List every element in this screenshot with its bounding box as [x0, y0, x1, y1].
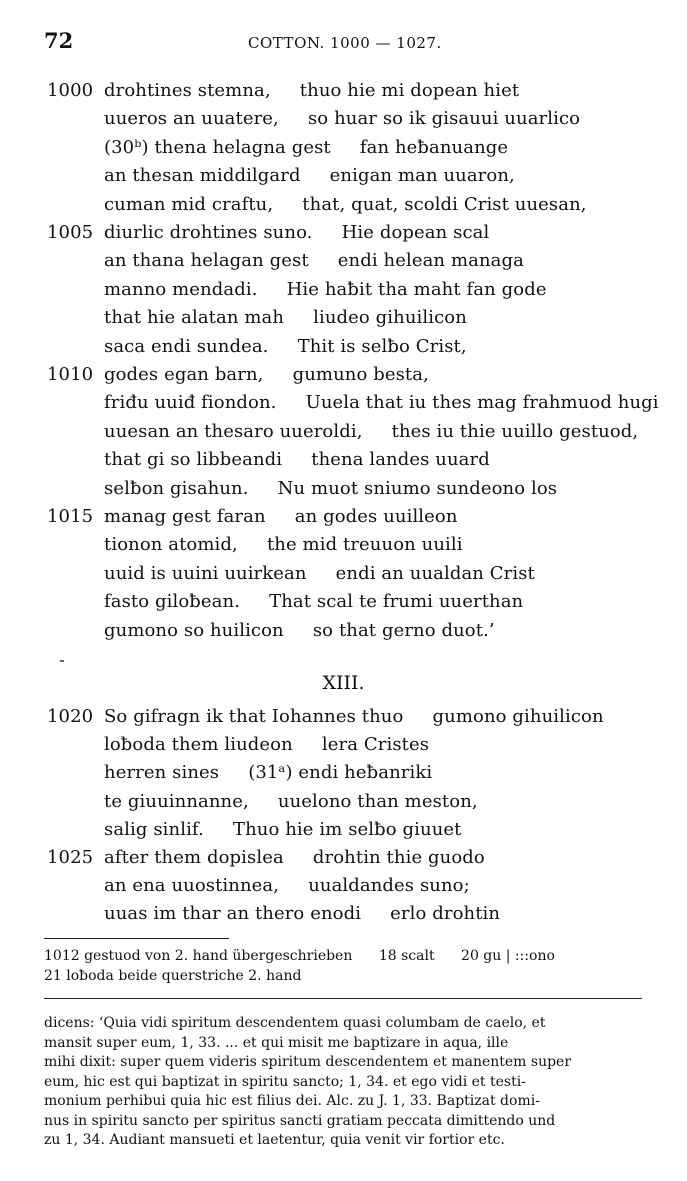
- commentary: [44, 1014, 642, 1151]
- line-number: 1020: [47, 706, 94, 727]
- verse-text: tionon atomid, the mid treuuon uuili: [104, 534, 463, 556]
- line-number: 1005: [47, 222, 94, 243]
- verse-text: saca endi sundea. Thit is selƀo Crist,: [104, 335, 467, 357]
- verse-text: salig sinlif. Thuo hie im selƀo giuuet: [104, 818, 462, 840]
- line-number: 1025: [47, 847, 94, 868]
- commentary-rule: [44, 998, 642, 999]
- verse-text: So gifragn ik that Iohannes thuo gumono gihuilicon: [104, 706, 604, 727]
- apparatus-note-3: 20 gu | :::ono: [461, 948, 555, 964]
- verse-text: friđu uuiđ fiondon. Uuela that iu thes mag frahmuod hugi: [104, 392, 659, 414]
- verse-text: after them dopislea drohtin thie guodo: [104, 847, 485, 868]
- verse-text: fasto giloƀean. That scal te frumi uuerthan: [104, 591, 524, 613]
- verse-text: uuesan an thesaro uueroldi, thes iu thie uuillo gestuod,: [104, 420, 639, 442]
- verse-text: gumono so huilicon so that gerno duot.’: [104, 619, 495, 641]
- apparatus-note-2: 18 scalt: [378, 948, 435, 964]
- line-number: 1010: [47, 364, 94, 385]
- commentary-line: dicens: ‘Quia vidi spiritum descendentem quasi columbam de caelo, et: [44, 1015, 546, 1031]
- verse-text: an thana helagan gest endi helean managa: [104, 250, 524, 272]
- apparatus-line-2: 21 loƀoda beide querstriche 2. hand: [44, 968, 302, 984]
- apparatus-note-1: 1012 gestuod von 2. hand übergeschrieben: [44, 948, 353, 964]
- running-head: COTTON. 1000 — 1027.: [248, 34, 442, 52]
- verse-text: manag gest faran an godes uuilleon: [104, 506, 458, 527]
- page-number: 72: [44, 28, 74, 53]
- verse-text: uuid is uuini uuirkean endi an uualdan Crist: [104, 562, 535, 584]
- verse-text: cuman mid craftu, that, quat, scoldi Crist uuesan,: [104, 193, 587, 215]
- small-mark: [60, 660, 64, 662]
- verse-text: that hie alatan mah liudeo gihuilicon: [104, 307, 467, 329]
- commentary-line: mansit super eum, 1, 33. ... et qui misit me baptizare in aqua, ille: [44, 1034, 509, 1051]
- verse-text: manno mendadi. Hie haƀit tha maht fan gode: [104, 278, 547, 300]
- commentary-line: mihi dixit: super quem videris spiritum descendentem et manentem super: [44, 1054, 572, 1070]
- verse-text: godes egan barn, gumuno besta,: [104, 364, 429, 385]
- commentary-line: monium perhibui quia hic est filius dei. Alc. zu J. 1, 33. Baptizat domi-: [44, 1093, 540, 1109]
- verse-text: uueros an uuatere, so huar so ik gisauui uuarlico: [104, 108, 581, 130]
- commentary-line: nus in spiritu sancto per spiritus sancti gratiam peccata dimittendo und: [44, 1112, 556, 1129]
- verse-text: that gi so libbeandi thena landes uuard: [104, 449, 490, 471]
- verse-text: selƀon gisahun. Nu muot sniumo sundeono los: [104, 477, 558, 499]
- verse-text: diurlic drohtines suno. Hie dopean scal: [104, 222, 490, 243]
- verse-text: loƀoda them liudeon lera Cristes: [104, 734, 430, 756]
- footnote-rule: [44, 938, 229, 939]
- verse-text: herren sines (31ᵃ) endi heƀanriki: [104, 762, 433, 784]
- verse-text: uuas im thar an thero enodi erlo drohtin: [104, 903, 501, 925]
- verse-text: an ena uuostinnea, uualdandes suno;: [104, 875, 470, 897]
- verse-text: an thesan middilgard enigan man uuaron,: [104, 165, 515, 187]
- verse-text: drohtines stemna, thuo hie mi dopean hiet: [104, 80, 520, 101]
- commentary-line: zu 1, 34. Audiant mansueti et laetentur, quia venit vir fortior etc.: [44, 1132, 505, 1148]
- verse-text: (30ᵇ) thena helagna gest fan heƀanuange: [104, 136, 509, 158]
- line-number: 1000: [47, 80, 94, 101]
- verse-text: te giuuinnanne, uuelono than meston,: [104, 790, 478, 812]
- section-number: XIII.: [322, 672, 365, 694]
- line-number: 1015: [47, 506, 94, 527]
- apparatus-line-1: [44, 948, 555, 964]
- commentary-line: eum, hic est qui baptizat in spiritu sancto; 1, 34. et ego vidi et testi-: [44, 1073, 526, 1090]
